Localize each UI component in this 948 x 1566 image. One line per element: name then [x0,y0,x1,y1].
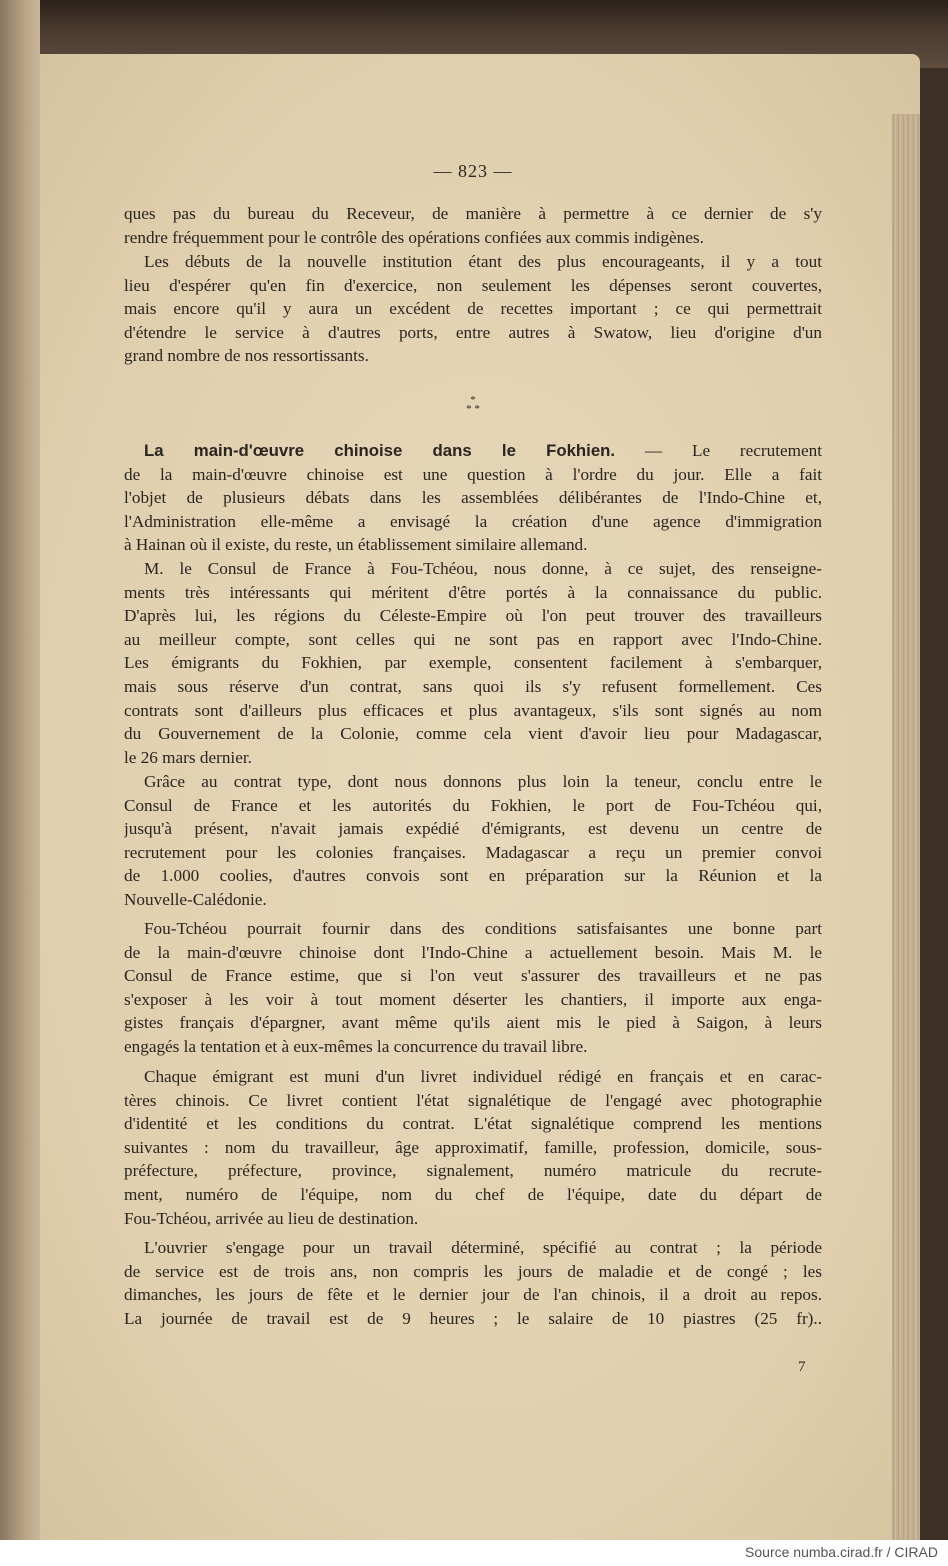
text-line: Grâce au contrat type, dont nous donnons plus loin la teneur, conclu entre le [144,772,822,791]
paragraph-4 [124,557,822,769]
heading-continuation: — Le recrutement [615,441,822,460]
text-line: de la main-d'œuvre chinoise est une question à l'ordre du jour. Elle a fait [124,464,822,484]
book-page [40,54,920,1540]
text-line: du Gouvernement de la Colonie, comme cela vient d'avoir lieu pour Madagascar, [124,724,822,744]
text-line: lieu d'espérer qu'en fin d'exercice, non seulement les dépenses seront couvertes, [124,275,822,295]
paragraph-5 [124,770,822,912]
text-line: grand nombre de nos ressortissants. [124,346,369,366]
text-line: Fou-Tchéou, arrivée au lieu de destination. [124,1208,419,1228]
text-line: gistes français d'épargner, avant même qu'ils aient mis le pied à Saigon, à leurs [124,1013,822,1033]
text-line: Consul de France estime, que si l'on veut s'assurer des travailleurs et ne pas [124,966,822,986]
text-line: de service est de trois ans, non compris les jours de maladie et de congé ; les [124,1261,822,1281]
text-line: mais sous réserve d'un contrat, sans quoi ils s'y refusent formellement. Ces [124,676,822,696]
text-line: Fou-Tchéou pourrait fournir dans des conditions satisfaisantes une bonne part [144,919,822,938]
text-line: dimanches, les jours de fête et le dernier jour de l'an chinois, il a droit au repos. [124,1285,822,1305]
section-heading: La main-d'œuvre chinoise dans le Fokhien. [144,441,616,460]
text-line: au meilleur compte, sont celles qui ne sont pas en rapport avec l'Indo-Chine. [124,629,822,649]
text-line: tères chinois. Ce livret contient l'état signalétique de l'engagé avec photographie [124,1090,822,1110]
footer-bar [0,1540,948,1566]
paragraph-1 [124,202,822,249]
text-line: ques pas du bureau du Receveur, de manière à permettre à ce dernier de s'y [124,204,822,223]
text-line: à Hainan où il existe, du reste, un établissement similaire allemand. [124,535,588,555]
text-line: d'étendre le service à d'autres ports, entre autres à Swatow, lieu d'origine d'un [124,322,822,342]
page-number: — 823 — [433,161,513,181]
text-line: ment, numéro de l'équipe, nom du chef de l'équipe, date du départ de [124,1184,822,1204]
text-line: L'ouvrier s'engage pour un travail déterminé, spécifié au contrat ; la période [144,1238,822,1257]
text-line: rendre fréquemment pour le contrôle des opérations confiées aux commis indigènes. [124,227,704,247]
facing-page-edge [0,0,40,1540]
text-line: l'Administration elle-même a envisagé la création d'une agence d'immigration [124,511,822,531]
text-line: engagés la tentation et à eux-mêmes la concurrence du travail libre. [124,1036,588,1056]
text-line: de la main-d'œuvre chinoise dont l'Indo-Chine a actuellement besoin. Mais M. le [124,942,822,962]
paragraph-7 [124,1065,822,1230]
ornament-star-top: * [470,394,476,406]
section-fokhien [124,439,822,557]
text-line: M. le Consul de France à Fou-Tchéou, nous donne, à ce sujet, des renseigne- [144,559,822,578]
text-line: l'objet de plusieurs débats dans les assemblées délibérantes de l'Indo-Chine et, [124,488,822,508]
text-line: Chaque émigrant est muni d'un livret individuel rédigé en français et en carac- [144,1067,822,1086]
signature-mark: 7 [798,1359,806,1375]
text-line: ments très intéressants qui méritent d'être portés à la connaissance du public. [124,582,822,602]
section-heading-line [124,439,822,463]
text-line: contrats sont d'ailleurs plus efficaces et plus avantageux, s'ils sont signés au nom [124,700,822,720]
text-line: recrutement pour les colonies françaises. Madagascar a reçu un premier convoi [124,842,822,862]
text-line: Les débuts de la nouvelle institution étant des plus encourageants, il y a tout [144,252,822,271]
text-line: s'exposer à les voir à tout moment déserter les chantiers, il importe aux enga- [124,989,822,1009]
paragraph-2 [124,250,822,368]
section-ornament [124,396,822,414]
ornament-stars-bottom: * * [466,403,480,415]
text-line: de 1.000 coolies, d'autres convois sont en préparation sur la Réunion et la [124,866,822,886]
text-line: préfecture, préfecture, province, signalement, numéro matricule du recrute- [124,1161,822,1181]
text-line: d'identité et les conditions du contrat. L'état signalétique comprend les mentions [124,1114,822,1134]
page-stack-edge [892,114,920,1540]
source-credit: Source numba.cirad.fr / CIRAD [745,1544,938,1560]
text-line: suivantes : nom du travailleur, âge approximatif, famille, profession, domicile, sous- [124,1137,822,1157]
text-line: La journée de travail est de 9 heures ; le salaire de 10 piastres (25 fr).. [124,1308,822,1328]
text-line: Consul de France et les autorités du Fokhien, le port de Fou-Tchéou qui, [124,795,822,815]
text-line: jusqu'à présent, n'avait jamais expédié d'émigrants, est devenu un centre de [124,819,822,839]
text-line: mais encore qu'il y aura un excédent de recettes important ; ce qui permettrait [124,299,822,319]
text-line: D'après lui, les régions du Céleste-Empire où l'on peut trouver des travailleurs [124,606,822,626]
text-line: le 26 mars dernier. [124,747,252,767]
paragraph-8 [124,1236,822,1330]
paragraph-6 [124,917,822,1059]
text-line: Les émigrants du Fokhien, par exemple, consentent facilement à s'embarquer, [124,653,822,673]
text-line: Nouvelle-Calédonie. [124,889,267,909]
